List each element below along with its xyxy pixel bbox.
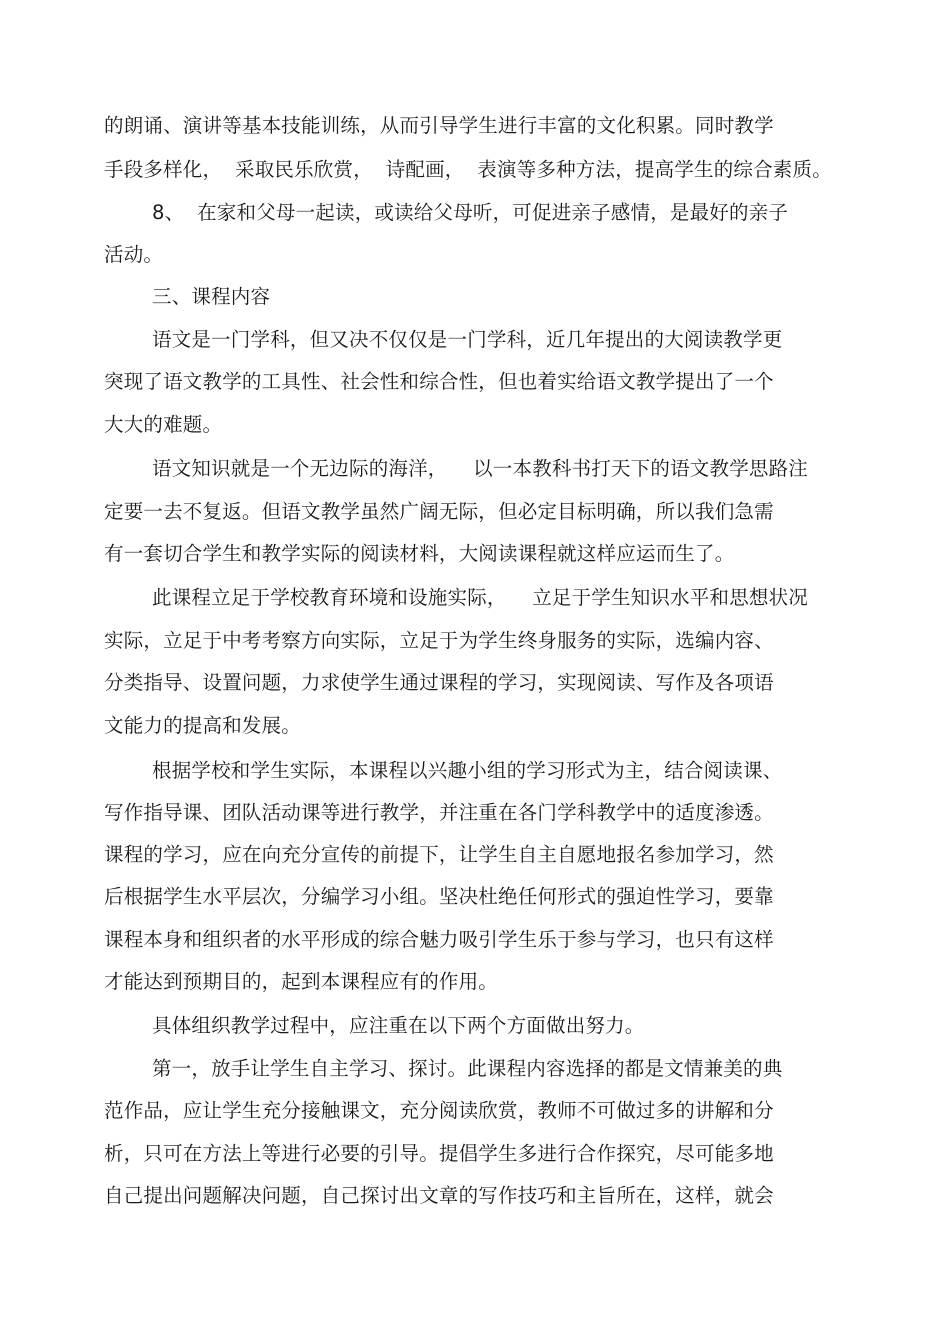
text-line: 后根据学生水平层次，分编学习小组。坚决杜绝任何形式的强迫性学习，要靠 — [104, 885, 774, 908]
text-line: 8、 在家和父母一起读，或读给父母听，可促进亲子感情，是最好的亲子 — [152, 201, 789, 224]
text-line: 突现了语文教学的工具性、社会性和综合性，但也着实给语文教学提出了一个 — [104, 370, 774, 393]
text-line: 实际，立足于中考考察方向实际，立足于为学生终身服务的实际，选编内容、 — [104, 629, 774, 652]
text-line: 范作品，应让学生充分接触课文，充分阅读欣赏，教师不可做过多的讲解和分 — [104, 1099, 774, 1122]
text-line: 写作指导课、团队活动课等进行教学，并注重在各门学科教学中的适度渗透。 — [104, 801, 774, 824]
text-line: 语文知识就是一个无边际的海洋， 以一本教科书打天下的语文教学思路注 — [152, 457, 808, 480]
text-line: 第一，放手让学生自主学习、探讨。此课程内容选择的都是文情兼美的典 — [152, 1057, 783, 1080]
text-line: 课程的学习，应在向充分宣传的前提下，让学生自主自愿地报名参加学习，然 — [104, 843, 774, 866]
text-line: 析，只可在方法上等进行必要的引导。提倡学生多进行合作探究，尽可能多地 — [104, 1142, 774, 1165]
section-heading: 三、课程内容 — [152, 285, 271, 308]
text-line: 此课程立足于学校教育环境和设施实际， 立足于学生知识水平和思想状况 — [152, 586, 808, 609]
text-line: 定要一去不复返。但语文教学虽然广阔无际，但必定目标明确，所以我们急需 — [104, 500, 774, 523]
text-line: 大大的难题。 — [104, 413, 223, 436]
text-line: 文能力的提高和发展。 — [104, 714, 302, 737]
text-line: 课程本身和组织者的水平形成的综合魅力吸引学生乐于参与学习，也只有这样 — [104, 928, 774, 951]
text-line: 才能达到预期目的，起到本课程应有的作用。 — [104, 970, 499, 993]
text-line: 自己提出问题解决问题，自己探讨出文章的写作技巧和主旨所在，这样，就会 — [104, 1184, 774, 1207]
text-line: 的朗诵、演讲等基本技能训练，从而引导学生进行丰富的文化积累。同时教学 — [104, 114, 774, 137]
text-line: 语文是一门学科，但又决不仅仅是一门学科，近几年提出的大阅读教学更 — [152, 328, 783, 351]
text-line: 分类指导、设置问题，力求使学生通过课程的学习，实现阅读、写作及各项语 — [104, 671, 774, 694]
text-line: 具体组织教学过程中，应注重在以下两个方面做出努力。 — [152, 1014, 645, 1037]
text-line: 手段多样化， 采取民乐欣赏， 诗配画， 表演等多种方法，提高学生的综合素质。 — [104, 158, 832, 181]
text-line: 根据学校和学生实际，本课程以兴趣小组的学习形式为主，结合阅读课、 — [152, 759, 783, 782]
text-line: 有一套切合学生和教学实际的阅读材料，大阅读课程就这样应运而生了。 — [104, 542, 735, 565]
text-line: 活动。 — [104, 243, 164, 266]
